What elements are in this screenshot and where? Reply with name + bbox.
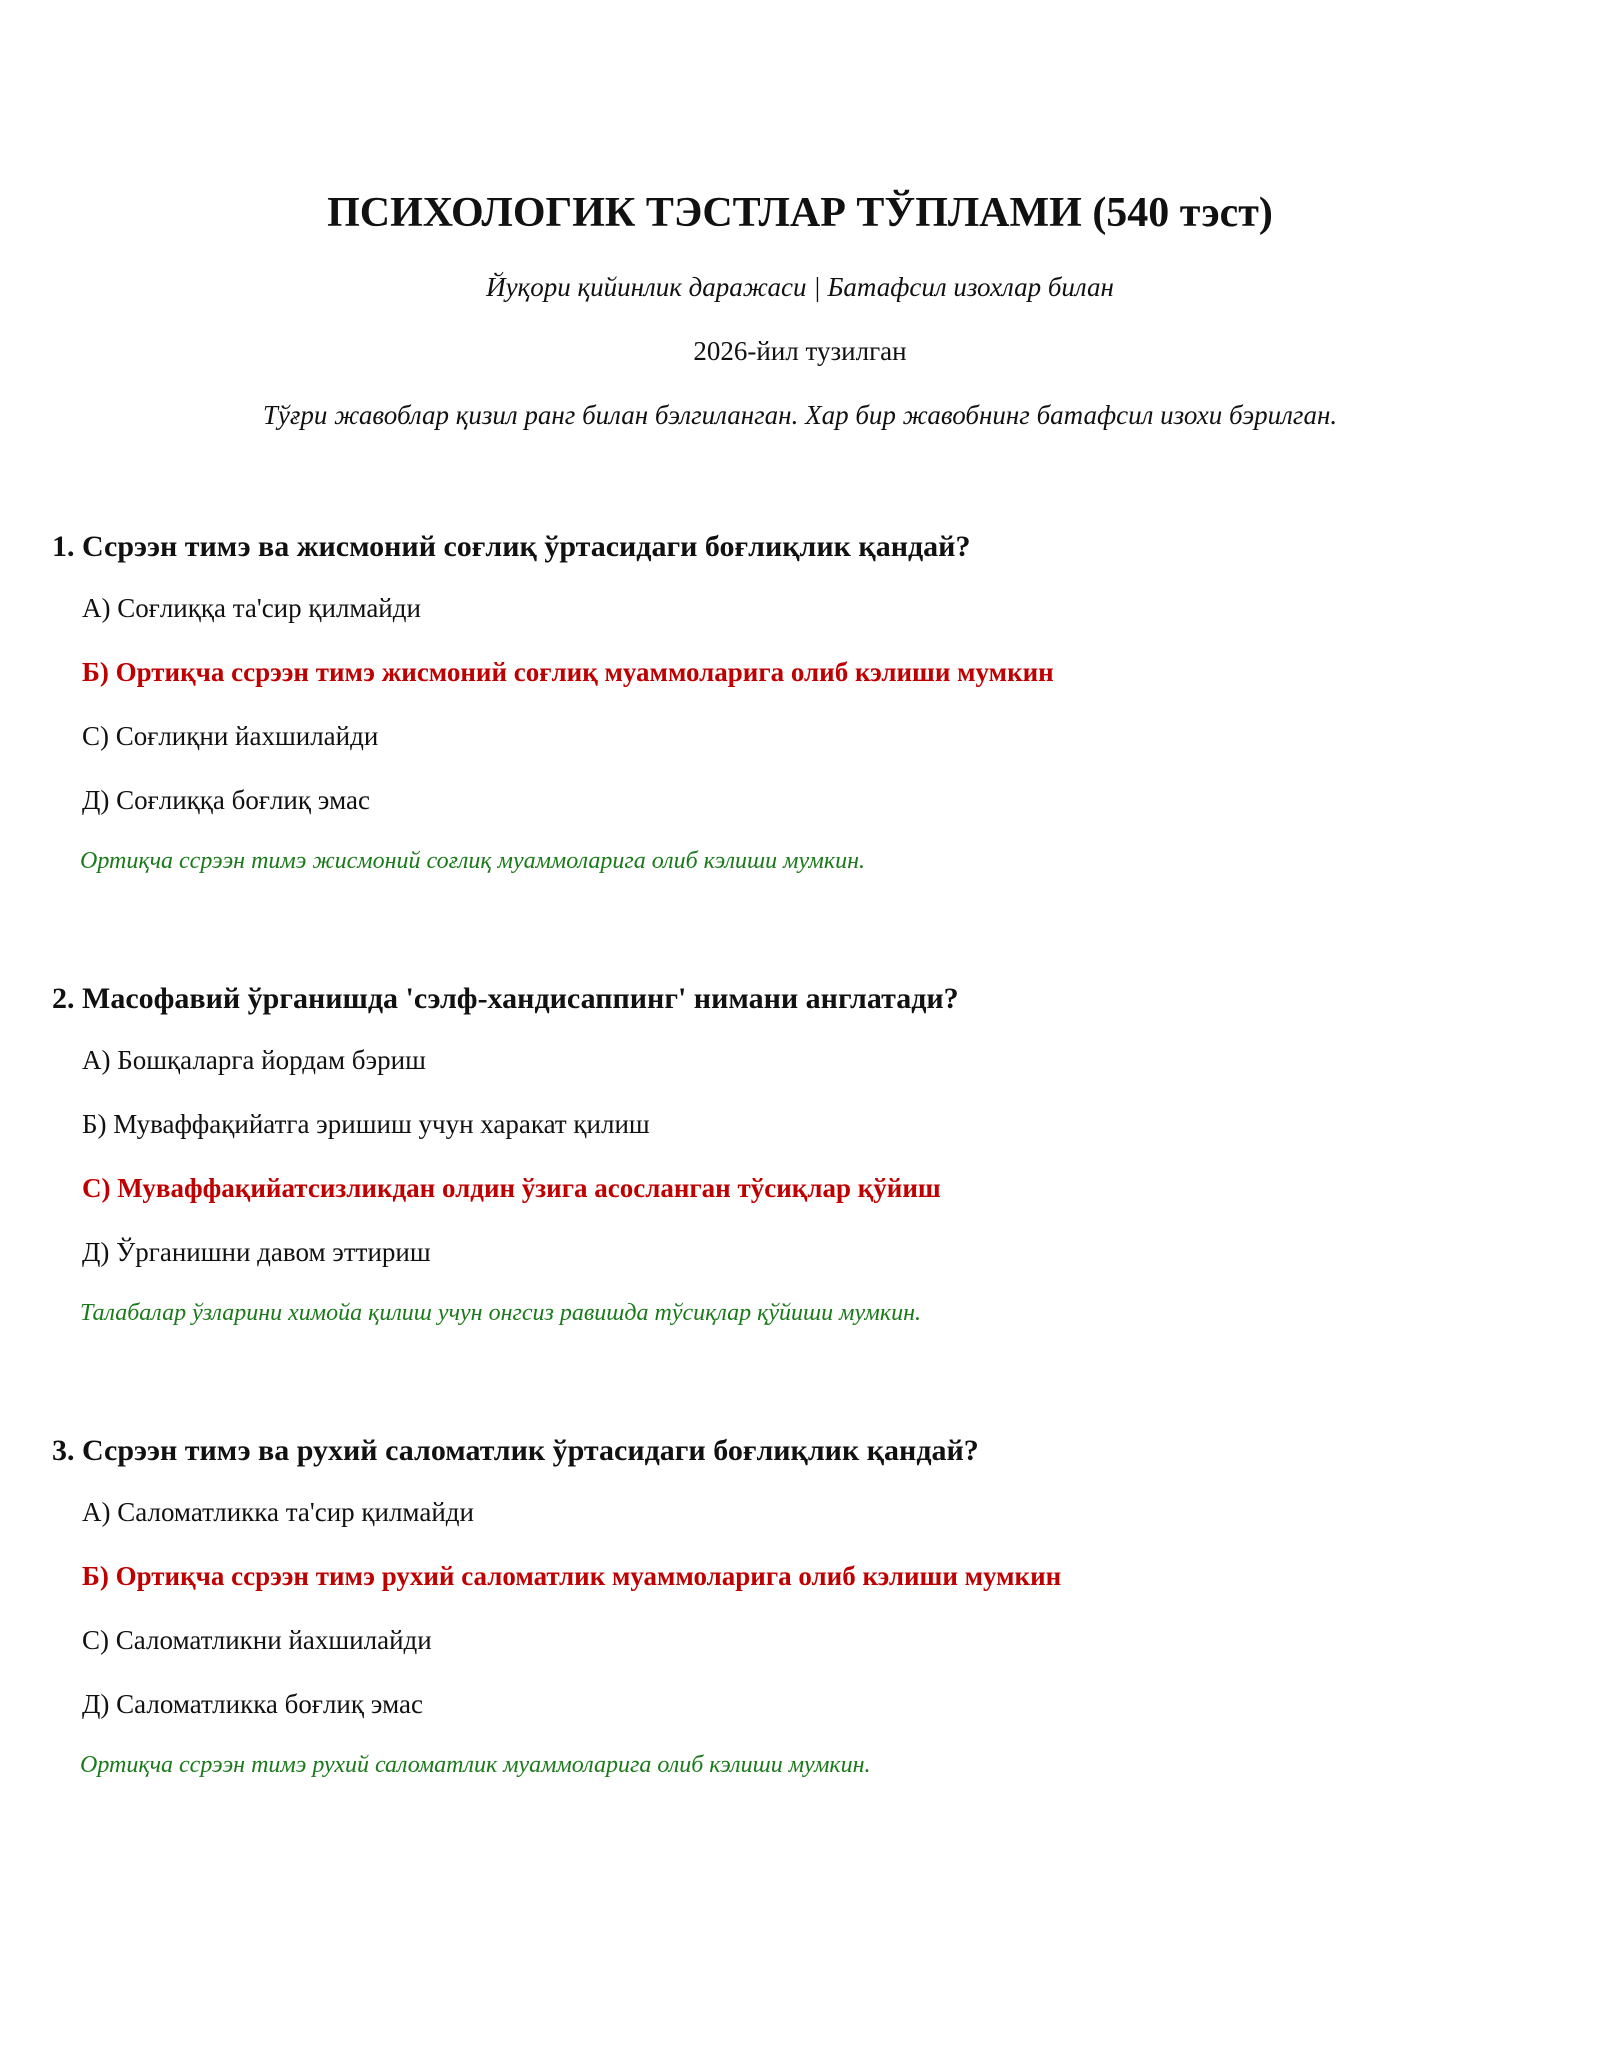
answer-option-c: C) Саломатликни йахшилайди: [82, 1625, 432, 1655]
answer-option-d: Д) Саломатликка боғлиқ эмас: [82, 1689, 423, 1719]
answer-option-a: A) Бошқаларга йордам бэриш: [82, 1045, 426, 1075]
answer-option-b: Б) Муваффақийатга эришиш учун харакат қилиш: [82, 1109, 650, 1139]
answer-option-d: Д) Ўрганишни давом эттириш: [82, 1237, 431, 1267]
answer-option-a: A) Соғлиққа та'сир қилмайди: [82, 593, 421, 623]
question-text: 3. Ссрээн тимэ ва рухий саломатлик ўртасидаги боғлиқлик қандай?: [52, 1434, 979, 1467]
answer-option-b-correct: Б) Ортиқча ссрээн тимэ рухий саломатлик муаммоларига олиб кэлиши мумкин: [82, 1561, 1062, 1591]
answer-option-d: Д) Соғлиққа боғлиқ эмас: [82, 785, 370, 815]
answer-option-c-correct: C) Муваффақийатсизликдан олдин ўзига асосланган тўсиқлар қўйиш: [82, 1173, 941, 1203]
question-block: [52, 980, 1552, 1329]
question-block: [52, 528, 1552, 877]
answer-explanation: Ортиқча ссрээн тимэ жисмоний соғлиқ муаммоларига олиб кэлиши мумкин.: [80, 848, 865, 874]
document-title: ПСИХОЛОГИК ТЭСТЛАР ТЎПЛАМИ (540 тэст): [327, 190, 1273, 236]
question-block: [52, 1432, 1552, 1781]
instructions-note: Тўғри жавоблар қизил ранг билан бэлгиланган. Хар бир жавобнинг батафсил изохи бэрилган.: [262, 400, 1338, 430]
compiled-year: 2026-йил тузилган: [693, 336, 907, 366]
question-text: 2. Масофавий ўрганишда 'сэлф-хандисаппинг' нимани англатади?: [52, 982, 959, 1015]
question-text: 1. Ссрээн тимэ ва жисмоний соғлиқ ўртасидаги боғлиқлик қандай?: [52, 530, 971, 563]
answer-option-c: C) Соғлиқни йахшилайди: [82, 721, 379, 751]
answer-explanation: Ортиқча ссрээн тимэ рухий саломатлик муаммоларига олиб кэлиши мумкин.: [80, 1752, 871, 1778]
answer-option-b-correct: Б) Ортиқча ссрээн тимэ жисмоний соғлиқ муаммоларига олиб кэлиши мумкин: [82, 657, 1054, 687]
answer-explanation: Талабалар ўзларини химойа қилиш учун онгсиз равишда тўсиқлар қўйиши мумкин.: [80, 1300, 921, 1326]
document-subtitle: Йуқори қийинлик даражаси | Батафсил изохлар билан: [486, 272, 1114, 302]
answer-option-a: A) Саломатликка та'сир қилмайди: [82, 1497, 474, 1527]
